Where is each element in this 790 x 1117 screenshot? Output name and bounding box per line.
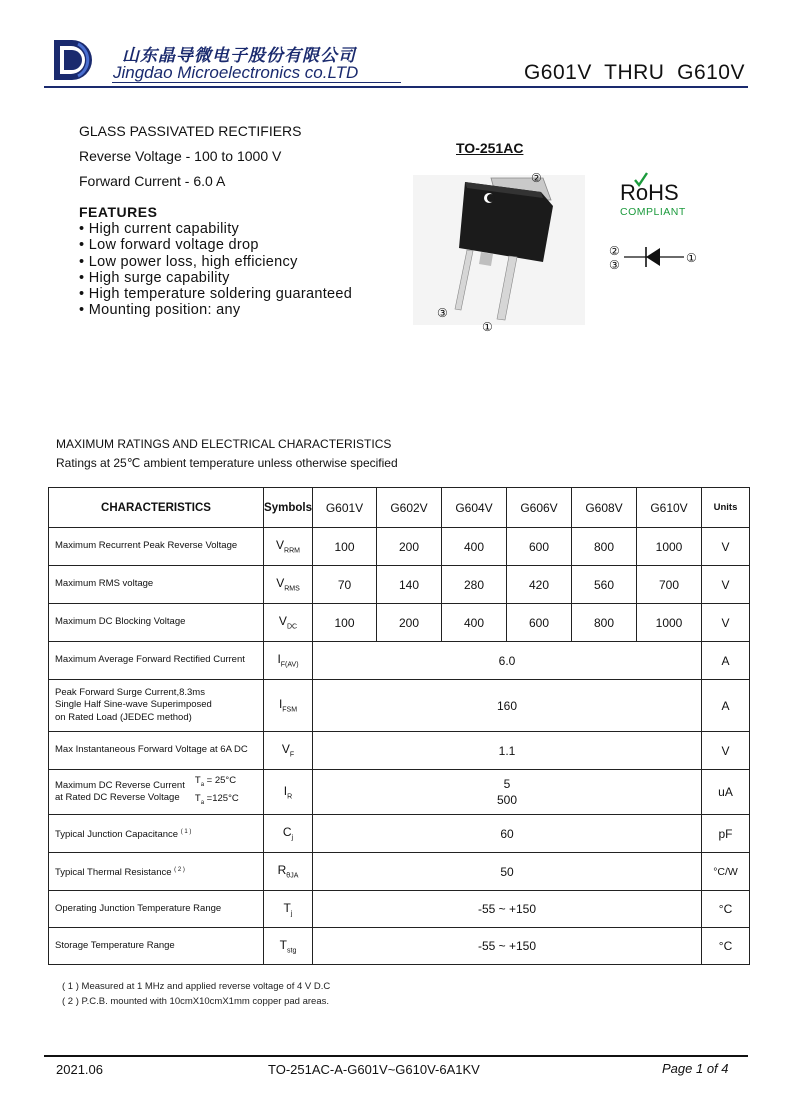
row-value: 800 [572,604,637,642]
row-value: 800 [572,528,637,566]
header-part: G604V [442,488,507,528]
pin2-label: ② [531,171,542,185]
header-part: G606V [507,488,572,528]
table-row [49,680,750,732]
feature-item: • Low forward voltage drop [79,237,352,253]
row-value: 200 [377,528,442,566]
features-heading: FEATURES [79,204,158,220]
row-unit: V [702,732,750,770]
footer-doc-code: TO-251AC-A-G601V~G610V-6A1KV [268,1062,480,1077]
row-value: 1000 [637,604,702,642]
rohs-badge [618,172,698,222]
footer-divider [44,1055,748,1057]
footer-date: 2021.06 [56,1062,103,1077]
table-row [49,604,750,642]
row-unit: °C [702,891,750,928]
row-unit: A [702,680,750,732]
row-unit: °C/W [702,853,750,891]
header-characteristics: CHARACTERISTICS [49,488,264,528]
row-value: 140 [377,566,442,604]
table-row [49,642,750,680]
part-range-title: G601V THRU G610V [523,61,745,84]
row-symbol: $T_j$ [264,891,313,928]
row-value: 50 [313,853,702,891]
company-logo [52,38,100,82]
company-name-cn: 山东晶导微电子股份有限公司 [122,46,356,66]
row-value: 420 [507,566,572,604]
row-label: Maximum Recurrent Peak Reverse Voltage [49,528,264,566]
header-part: G602V [377,488,442,528]
row-label: Maximum DC Blocking Voltage [49,604,264,642]
feature-item: • Mounting position: any [79,302,352,318]
rohs-text: RoHS [620,180,679,205]
row-value: 600 [507,604,572,642]
row-value: 100 [313,528,377,566]
footnote-1: ( 1 ) Measured at 1 MHz and applied reverse voltage of 4 V D.C [62,981,331,992]
row-label: Typical Junction Capacitance $^{( 1 )}$ [49,815,264,853]
row-value: 70 [313,566,377,604]
table-row [49,770,750,815]
row-symbol: $I_R$ [264,770,313,815]
feature-item: • High surge capability [79,270,352,286]
header-symbols: Symbols [264,488,313,528]
company-name-en: Jingdao Microelectronics co.LTD [113,63,359,82]
pin1-label: ① [482,320,493,334]
feature-item: • High temperature soldering guaranteed [79,286,352,302]
table-row [49,566,750,604]
row-symbol: $T_{stg}$ [264,928,313,965]
row-unit: A [702,642,750,680]
row-unit: pF [702,815,750,853]
row-value: 700 [637,566,702,604]
row-label: Maximum Average Forward Rectified Current [49,642,264,680]
row-label: Storage Temperature Range [49,928,264,965]
row-symbol: $C_j$ [264,815,313,853]
footer-page-number: Page 1 of 4 [662,1061,729,1076]
row-value: 560 [572,566,637,604]
row-unit: V [702,604,750,642]
header-units: Units [702,488,750,528]
row-label: Typical Thermal Resistance $^{( 2 )}$ [49,853,264,891]
row-unit: uA [702,770,750,815]
schematic-pin3: ③ [609,258,620,272]
row-unit: °C [702,928,750,965]
product-type: GLASS PASSIVATED RECTIFIERS [79,123,302,139]
table-row [49,815,750,853]
schematic-pin1: ① [686,251,697,265]
row-label: Maximum DC Reverse Current at Rated DC Reverse Voltage $T_a = 25^\circ C$ $T_a =125^\circ C$ [49,770,264,815]
row-unit: V [702,566,750,604]
ratings-title: MAXIMUM RATINGS AND ELECTRICAL CHARACTERISTICS [56,437,392,451]
row-symbol: $V_{DC}$ [264,604,313,642]
row-value: 200 [377,604,442,642]
row-symbol: $V_F$ [264,732,313,770]
pin3-label: ③ [437,306,448,320]
row-value: 400 [442,528,507,566]
header-part: G601V [313,488,377,528]
row-symbol: $I_{FSM}$ [264,680,313,732]
row-unit: V [702,528,750,566]
rohs-compliant: COMPLIANT [620,206,686,218]
row-value: 600 [507,528,572,566]
table-row [49,928,750,965]
header-part: G610V [637,488,702,528]
row-label: Max Instantaneous Forward Voltage at 6A DC [49,732,264,770]
feature-item: • High current capability [79,221,352,237]
row-label: Peak Forward Surge Current,8.3ms Single Half Sine-wave Superimposed on Rated Load (JEDEC method) [49,680,264,732]
row-conditions: $T_a = 25^\circ C$ $T_a =125^\circ C$ [194,775,239,806]
table-row [49,528,750,566]
characteristics-table [48,487,750,965]
row-symbol: $V_{RRM}$ [264,528,313,566]
reverse-voltage-spec: Reverse Voltage - 100 to 1000 V [79,148,282,164]
table-row [49,891,750,928]
company-name-underline [112,82,401,83]
diode-schematic [608,242,703,274]
table-row [49,732,750,770]
row-value: 1.1 [313,732,702,770]
row-value: 400 [442,604,507,642]
schematic-pin2: ② [609,244,620,258]
footnotes [62,979,330,1009]
header-part: G608V [572,488,637,528]
row-value: -55 ~ +150 [313,891,702,928]
row-value: -55 ~ +150 [313,928,702,965]
package-label: TO-251AC [456,140,524,156]
row-label: Operating Junction Temperature Range [49,891,264,928]
table-header-row [49,488,750,528]
footnote-2: ( 2 ) P.C.B. mounted with 10cmX10cmX1mm copper pad areas. [62,996,330,1007]
features-list [79,221,352,319]
row-value: 160 [313,680,702,732]
header-divider [44,86,748,88]
forward-current-spec: Forward Current - 6.0 A [79,173,226,189]
row-value: 5 500 [313,770,702,815]
row-symbol: $V_{RMS}$ [264,566,313,604]
table-row [49,853,750,891]
row-symbol: $I_{F(AV)}$ [264,642,313,680]
row-label: Maximum RMS voltage [49,566,264,604]
row-value: 6.0 [313,642,702,680]
row-symbol: $R_{\theta JA}$ [264,853,313,891]
row-value: 280 [442,566,507,604]
row-value: 1000 [637,528,702,566]
ratings-subtitle: Ratings at 25℃ ambient temperature unless otherwise specified [56,456,398,470]
row-value: 100 [313,604,377,642]
row-value: 60 [313,815,702,853]
package-photo [413,160,585,335]
feature-item: • Low power loss, high efficiency [79,254,352,270]
